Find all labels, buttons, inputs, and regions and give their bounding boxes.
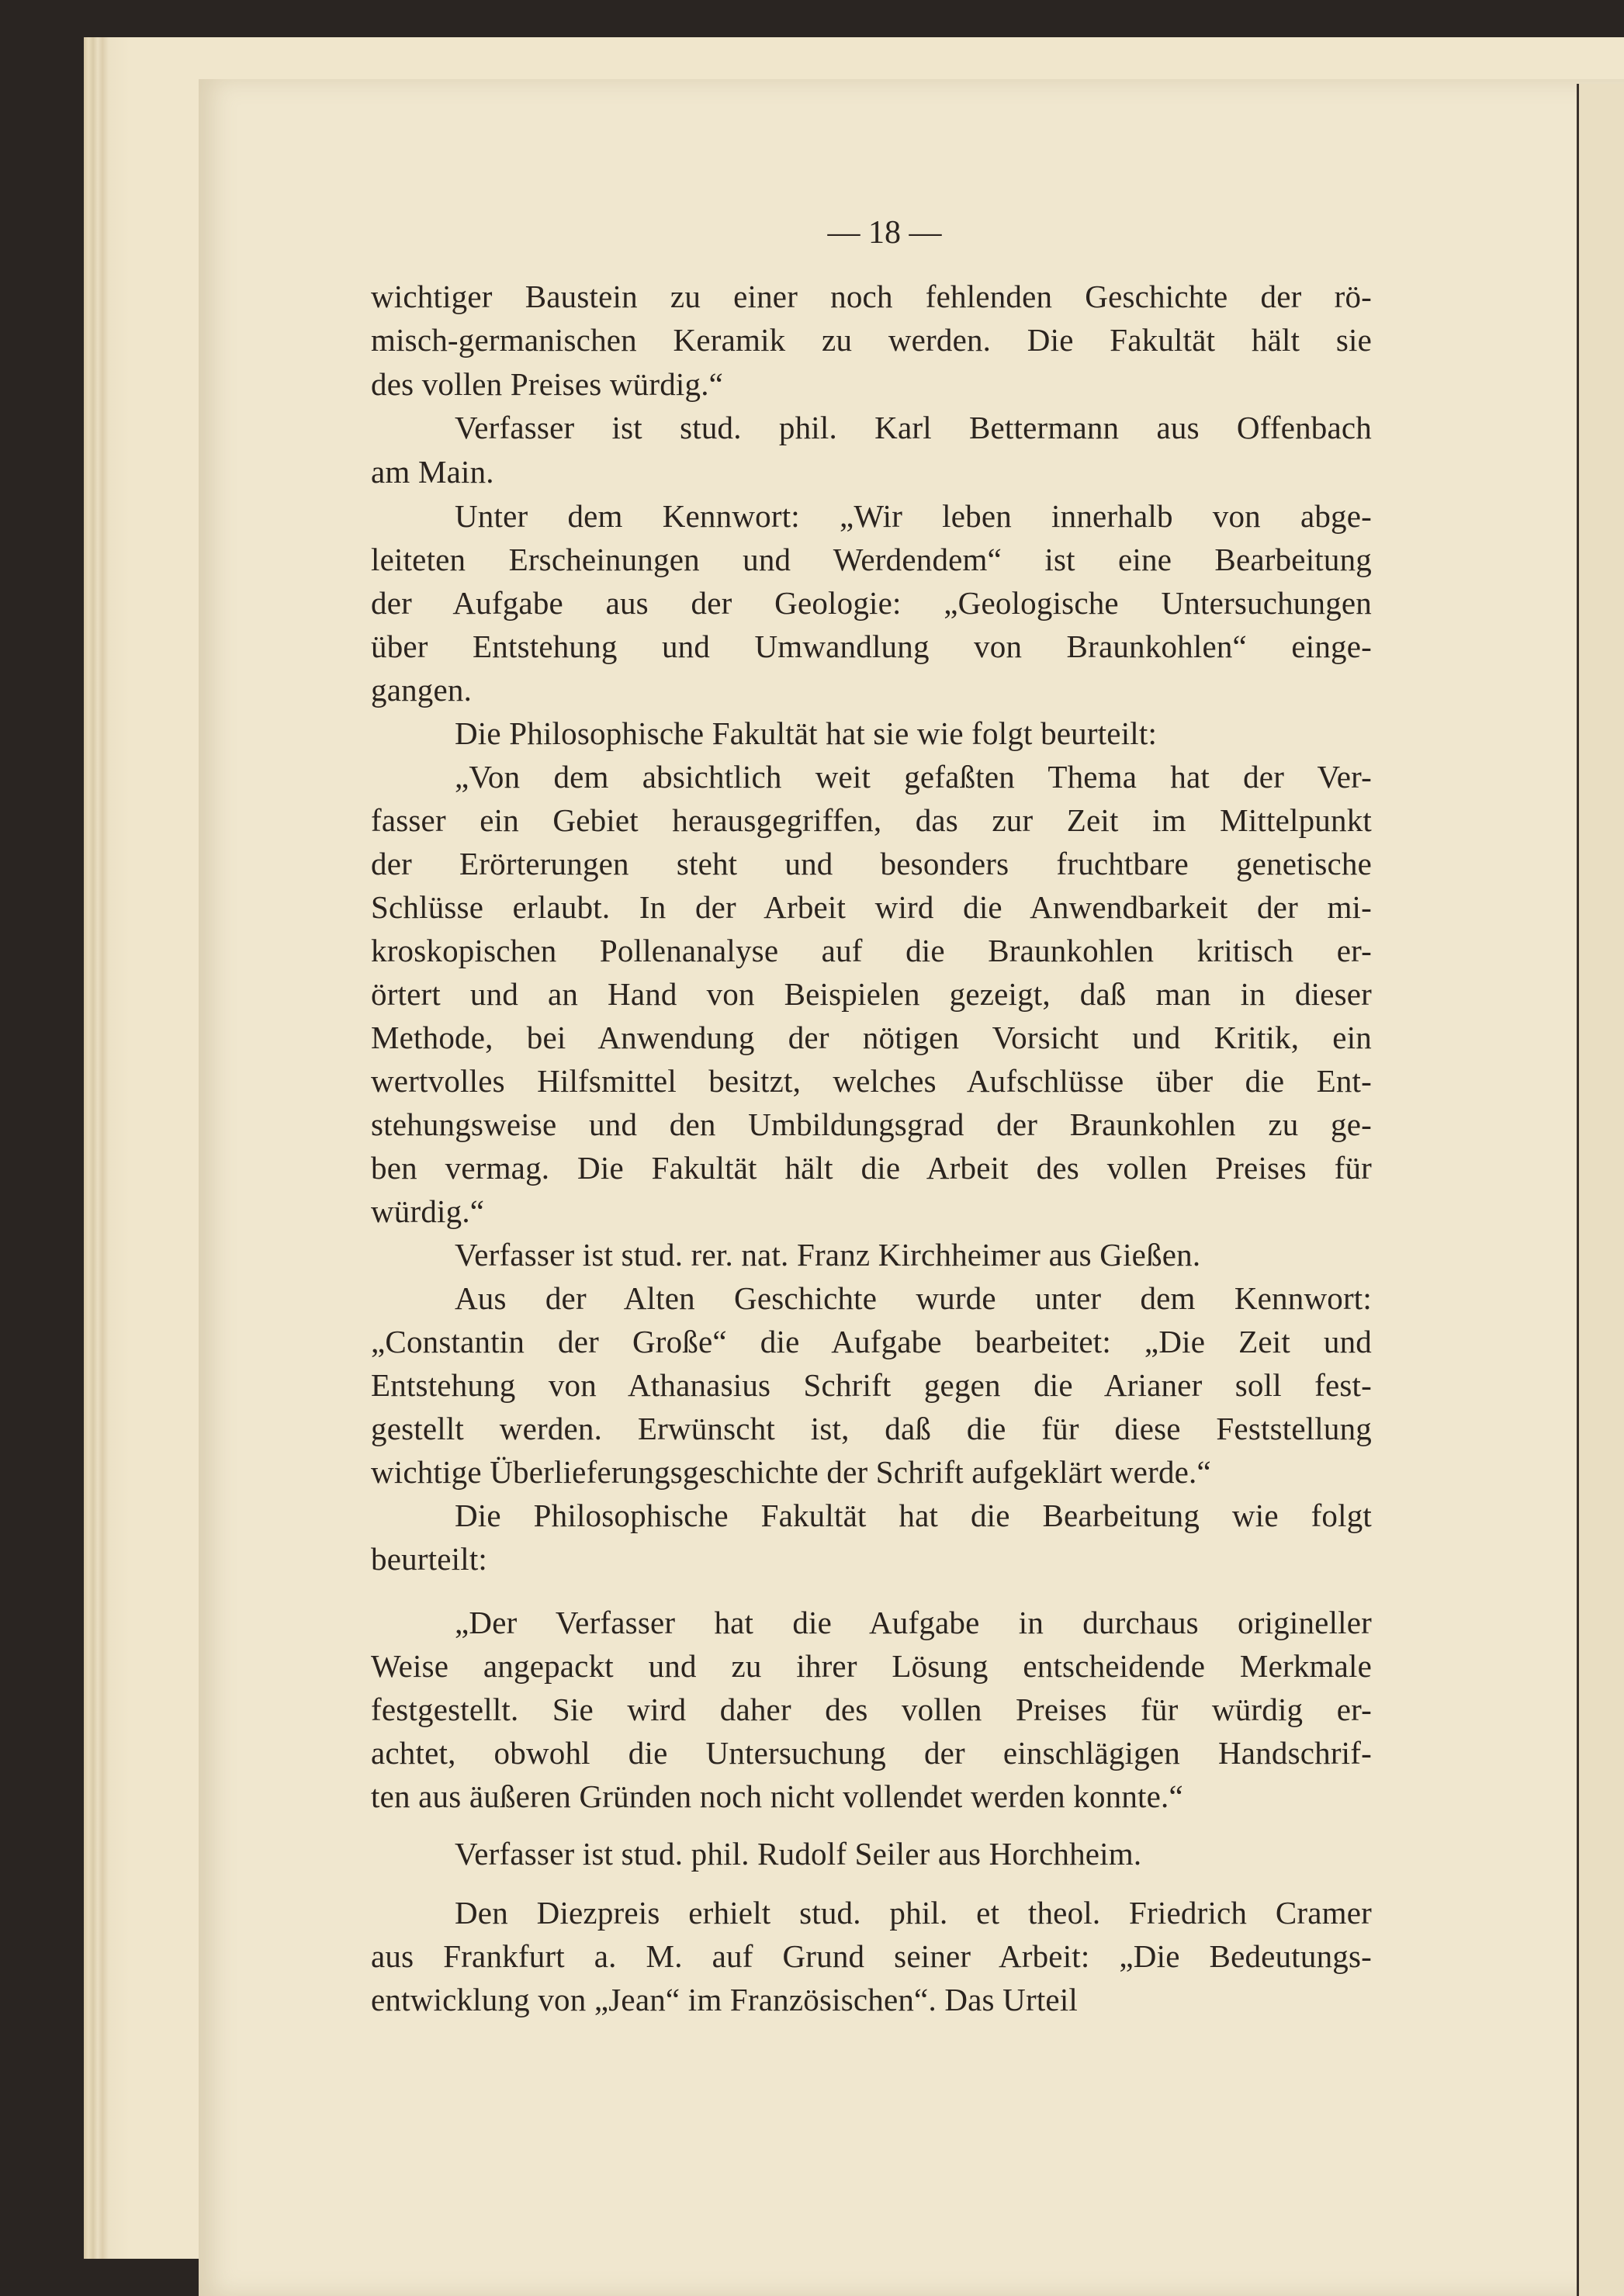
text-line: Unter dem Kennwort: „Wir leben innerhalb von abge- — [455, 498, 1372, 534]
text-line: Methode, bei Anwendung der nötigen Vorsicht und Kritik, ein — [371, 1020, 1372, 1055]
text-line: Verfasser ist stud. rer. nat. Franz Kirchheimer aus Gießen. — [455, 1237, 1201, 1273]
text-line: Verfasser ist stud. phil. Karl Bettermann aus Offenbach — [455, 410, 1372, 445]
text-line: fasser ein Gebiet herausgegriffen, das zur Zeit im Mittelpunkt — [371, 802, 1372, 838]
text-line: „Der Verfasser hat die Aufgabe in durchaus origineller — [455, 1605, 1372, 1640]
text-line: „Constantin der Große“ die Aufgabe bearbeitet: „Die Zeit und — [371, 1324, 1372, 1359]
text-line: des vollen Preises würdig.“ — [371, 366, 724, 402]
text-line: ben vermag. Die Fakultät hält die Arbeit des vollen Preises für — [371, 1150, 1372, 1186]
text-line: Die Philosophische Fakultät hat sie wie folgt beurteilt: — [455, 715, 1158, 751]
text-line: achtet, obwohl die Untersuchung der einschlägigen Handschrif- — [371, 1735, 1372, 1771]
text-line: aus Frankfurt a. M. auf Grund seiner Arbeit: „Die Bedeutungs- — [371, 1938, 1372, 1974]
text-line: Entstehung von Athanasius Schrift gegen die Arianer soll fest- — [371, 1367, 1372, 1403]
text-line: Weise angepackt und zu ihrer Lösung entscheidende Merkmale — [371, 1648, 1372, 1684]
text-line: Aus der Alten Geschichte wurde unter dem Kennwort: — [455, 1280, 1372, 1316]
text-line: würdig.“ — [371, 1193, 485, 1229]
text-line: der Erörterungen steht und besonders fruchtbare genetische — [371, 846, 1372, 881]
text-line: örtert und an Hand von Beispielen gezeigt, daß man in dieser — [371, 976, 1372, 1012]
text-line: ten aus äußeren Gründen noch nicht vollendet werden konnte.“ — [371, 1778, 1183, 1814]
text-line: beurteilt: — [371, 1541, 488, 1577]
text-line: gestellt werden. Erwünscht ist, daß die für diese Feststellung — [371, 1411, 1372, 1446]
text-line: gangen. — [371, 672, 473, 708]
text-line: wichtige Überlieferungsgeschichte der Schrift aufgeklärt werde.“ — [371, 1454, 1211, 1490]
text-line: festgestellt. Sie wird daher des vollen Preises für würdig er- — [371, 1692, 1372, 1727]
text-line: wertvolles Hilfsmittel besitzt, welches Aufschlüsse über die Ent- — [371, 1063, 1372, 1099]
page-number: — 18 — — [827, 215, 942, 251]
text-line: Die Philosophische Fakultät hat die Bearbeitung wie folgt — [455, 1498, 1372, 1533]
text-line: wichtiger Baustein zu einer noch fehlenden Geschichte der rö- — [371, 279, 1372, 314]
text-line: kroskopischen Pollenanalyse auf die Braunkohlen kritisch er- — [371, 933, 1372, 968]
adjacent-page-edge — [1577, 84, 1624, 2296]
text-line: über Entstehung und Umwandlung von Braunkohlen“ einge- — [371, 629, 1372, 664]
text-line: „Von dem absichtlich weit gefaßten Thema hat der Ver- — [455, 759, 1372, 795]
text-line: Den Diezpreis erhielt stud. phil. et theol. Friedrich Cramer — [455, 1895, 1372, 1931]
text-line: entwicklung von „Jean“ im Französischen“. Das Urteil — [371, 1982, 1078, 2017]
text-line: Verfasser ist stud. phil. Rudolf Seiler aus Horchheim. — [455, 1836, 1142, 1872]
text-line: stehungsweise und den Umbildungsgrad der Braunkohlen zu ge- — [371, 1106, 1372, 1142]
text-line: misch-germanischen Keramik zu werden. Die Fakultät hält sie — [371, 322, 1372, 358]
text-line: leiteten Erscheinungen und Werdendem“ ist eine Bearbeitung — [371, 542, 1372, 577]
text-line: Schlüsse erlaubt. In der Arbeit wird die Anwendbarkeit der mi- — [371, 889, 1372, 925]
text-line: am Main. — [371, 454, 494, 490]
text-line: der Aufgabe aus der Geologie: „Geologische Untersuchungen — [371, 585, 1372, 621]
